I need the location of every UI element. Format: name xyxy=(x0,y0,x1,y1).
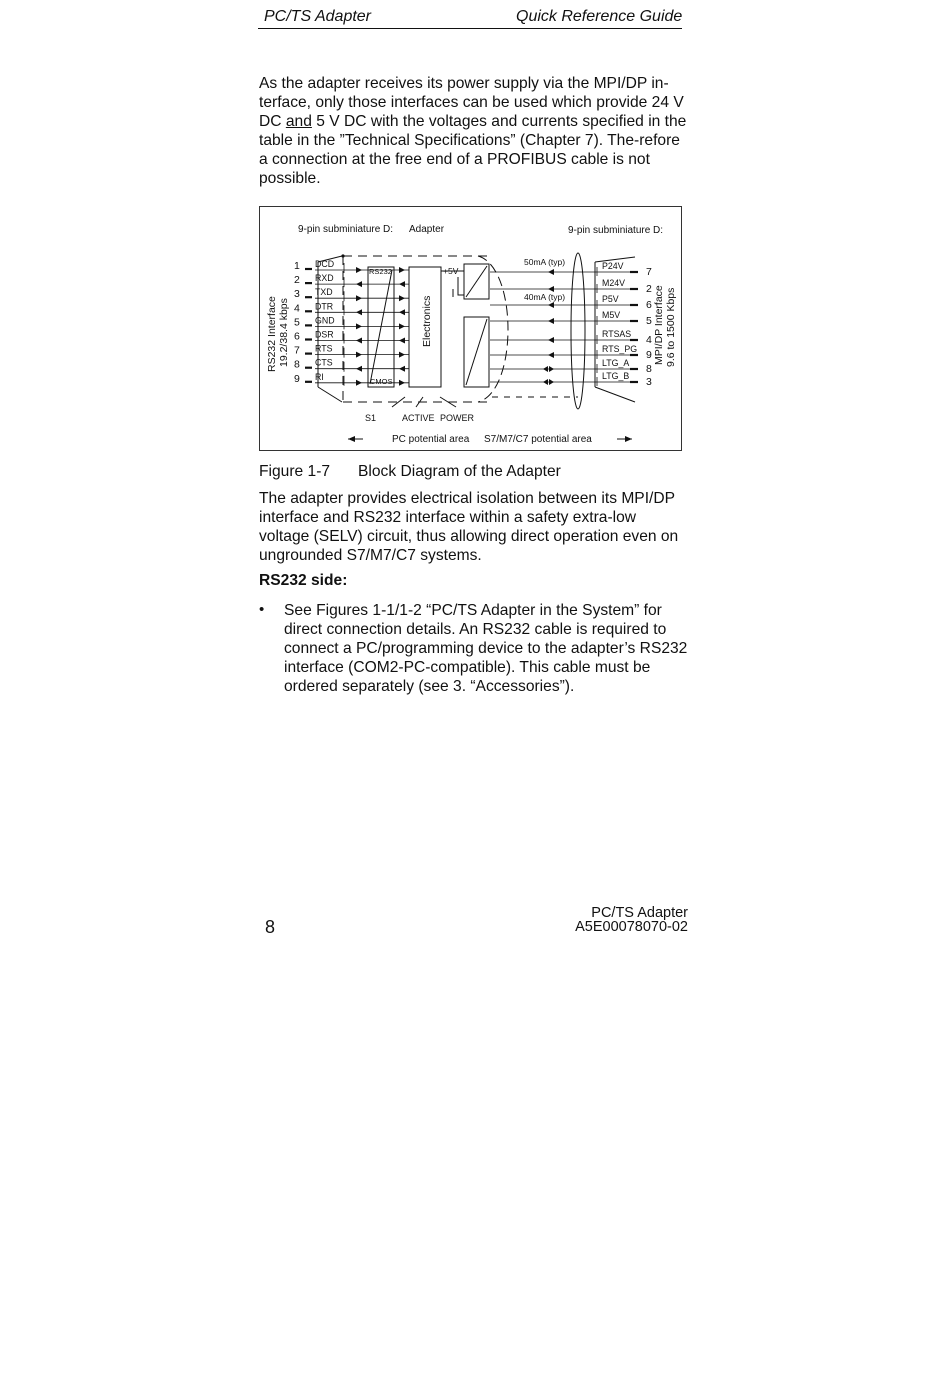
left-pin-number: 3 xyxy=(294,288,300,301)
left-pin-number: 4 xyxy=(294,302,300,315)
mpi-speed-label: 9.6 to 1500 Kbps xyxy=(665,287,677,367)
left-signal-arrow xyxy=(356,338,362,344)
block-diagram-figure xyxy=(259,206,682,451)
cable-shield-ellipse xyxy=(571,253,585,409)
rs232-driver-diagonal xyxy=(370,270,392,384)
left-signal-label: TXD xyxy=(315,287,333,298)
header-guide-title: Quick Reference Guide xyxy=(516,8,683,25)
right-signal-label: RTSAS xyxy=(602,329,632,339)
figure-number: Figure 1-7 xyxy=(259,463,331,480)
right-pin-number: 8 xyxy=(646,363,652,375)
adapter-label: Adapter xyxy=(409,224,445,235)
intro-text-before: As the adapter receives its power supply via the MPI/DP in-terface, only those interfaces can be used which provide 24 V DC xyxy=(259,75,684,130)
ground-wiring xyxy=(458,277,464,295)
left-signal-arrow xyxy=(399,281,405,287)
s7-area-label: S7/M7/C7 potential area xyxy=(484,434,592,445)
s7-area-arrowhead xyxy=(625,436,632,442)
right-signal-arrow xyxy=(548,337,554,343)
left-signal-arrow xyxy=(399,295,405,301)
header-rule xyxy=(258,28,682,29)
left-connector-label: 9-pin subminiature D: xyxy=(298,224,394,235)
right-signal-label: M24V xyxy=(602,278,625,288)
plus5v-label: +5V xyxy=(443,266,459,276)
dc-converter-diagonal xyxy=(466,266,487,297)
left-signal-label: RTS xyxy=(315,343,333,354)
power-label: POWER xyxy=(440,413,475,423)
intro-paragraph xyxy=(259,74,689,188)
left-signal-arrow xyxy=(356,309,362,315)
right-connector-bracket-bottom xyxy=(595,387,635,402)
right-signal-arrow xyxy=(548,302,554,308)
s1-label: S1 xyxy=(365,413,377,423)
header-title: PC/TS Adapter xyxy=(264,8,372,25)
left-pin-number: 2 xyxy=(294,274,300,287)
left-signal-arrow xyxy=(399,267,405,273)
left-signal-label: RI xyxy=(315,371,324,382)
optocoupler-diagonal xyxy=(466,319,487,385)
electronics-label: Electronics xyxy=(421,295,433,347)
block-diagram-svg xyxy=(260,207,683,452)
isolation-paragraph: The adapter provides electrical isolation between its MPI/DP interface and RS232 interface within a safety extra-low voltage (SELV) circuit, thus allowing direct operation even on ungrounded S7/M7/C7 systems. xyxy=(259,490,679,564)
left-signal-arrow xyxy=(356,267,362,273)
right-pin-number: 5 xyxy=(646,315,652,327)
right-pin-number: 7 xyxy=(646,266,652,278)
cmos-box-label: CMOS xyxy=(370,377,393,386)
left-signal-label: GND xyxy=(315,315,335,326)
left-signal-label: DTR xyxy=(315,301,334,312)
right-signal-label: LTG_A xyxy=(602,358,630,368)
right-pin-number: 2 xyxy=(646,283,652,295)
left-signal-label: RXD xyxy=(315,273,334,284)
left-pin-number: 6 xyxy=(294,330,300,343)
right-signal-arrow xyxy=(548,352,554,358)
left-signal-label: DCD xyxy=(315,259,335,269)
right-signal-arrow xyxy=(548,269,554,275)
left-signal-arrow xyxy=(356,281,362,287)
pc-area-arrowhead xyxy=(348,436,355,442)
left-pin-number: 9 xyxy=(294,372,300,385)
left-signal-rows xyxy=(294,259,409,386)
right-pin-number: 6 xyxy=(646,299,652,311)
adapter-outline-right xyxy=(478,256,508,402)
right-signal-label: P24V xyxy=(602,261,624,271)
intro-text-after: 5 V DC with the voltages and currents specified in the table in the ”Technical Specifications” (Chapter 7). The-refore a connection at the free end of a PROFIBUS cable is not possible. xyxy=(259,113,687,187)
intro-underlined-word: and xyxy=(285,113,312,130)
left-pin-number: 8 xyxy=(294,358,300,371)
mpi-interface-label: MPI/DP Interface xyxy=(653,285,665,365)
left-signal-arrow xyxy=(399,366,405,372)
right-pin-number: 3 xyxy=(646,376,652,388)
right-pin-number: 9 xyxy=(646,349,652,361)
left-signal-arrow xyxy=(399,323,405,329)
footer-order-number: A5E00078070-02 xyxy=(575,919,688,935)
left-signal-arrow xyxy=(356,352,362,358)
right-pin-number: 4 xyxy=(646,334,652,346)
left-signal-arrow xyxy=(356,380,362,386)
right-signal-label: RTS_PG xyxy=(602,344,638,354)
left-signal-arrow xyxy=(399,380,405,386)
outline-corner-dot xyxy=(341,254,344,257)
current-50ma-label: 50mA (typ) xyxy=(524,257,566,267)
left-signal-arrow xyxy=(399,338,405,344)
right-signal-label: M5V xyxy=(602,310,621,320)
right-signal-label: LTG_B xyxy=(602,371,630,381)
left-signal-arrow xyxy=(399,309,405,315)
left-connector-bracket-bottom xyxy=(318,387,342,402)
bullet-symbol: • xyxy=(259,601,265,618)
figure-title: Block Diagram of the Adapter xyxy=(358,463,561,480)
left-pin-number: 7 xyxy=(294,344,300,357)
footer-product: PC/TS Adapter xyxy=(591,905,688,921)
left-pin-number: 5 xyxy=(294,316,300,329)
active-label: ACTIVE xyxy=(402,413,435,423)
rs232-interface-label: RS232 Interface xyxy=(266,296,278,372)
rs232-side-heading: RS232 side: xyxy=(259,572,348,589)
left-signal-label: CTS xyxy=(315,357,333,368)
current-40ma-label: 40mA (typ) xyxy=(524,292,566,302)
right-connector-label: 9-pin subminiature D: xyxy=(568,225,664,236)
left-signal-arrow xyxy=(399,352,405,358)
left-signal-arrow xyxy=(356,323,362,329)
left-pin-number: 1 xyxy=(294,260,300,272)
left-signal-label: DSR xyxy=(315,329,334,340)
right-signal-arrow xyxy=(548,318,554,324)
pc-area-label: PC potential area xyxy=(392,434,470,445)
rs232-speed-label: 19.2/38.4 kbps xyxy=(278,298,290,367)
rs232-box-label: RS232 xyxy=(369,267,392,276)
page-number: 8 xyxy=(265,917,276,937)
right-signal-label: P5V xyxy=(602,294,619,304)
left-signal-arrow xyxy=(356,366,362,372)
bullet-text: See Figures 1-1/1-2 “PC/TS Adapter in the System” for direct connection details. An RS232 cable is required to connect a PC/programming device to the adapter’s RS232 interface (COM2-PC-compatible). This cable must be ordered separately (see 3. “Accessories”). xyxy=(284,602,688,695)
left-signal-arrow xyxy=(356,295,362,301)
